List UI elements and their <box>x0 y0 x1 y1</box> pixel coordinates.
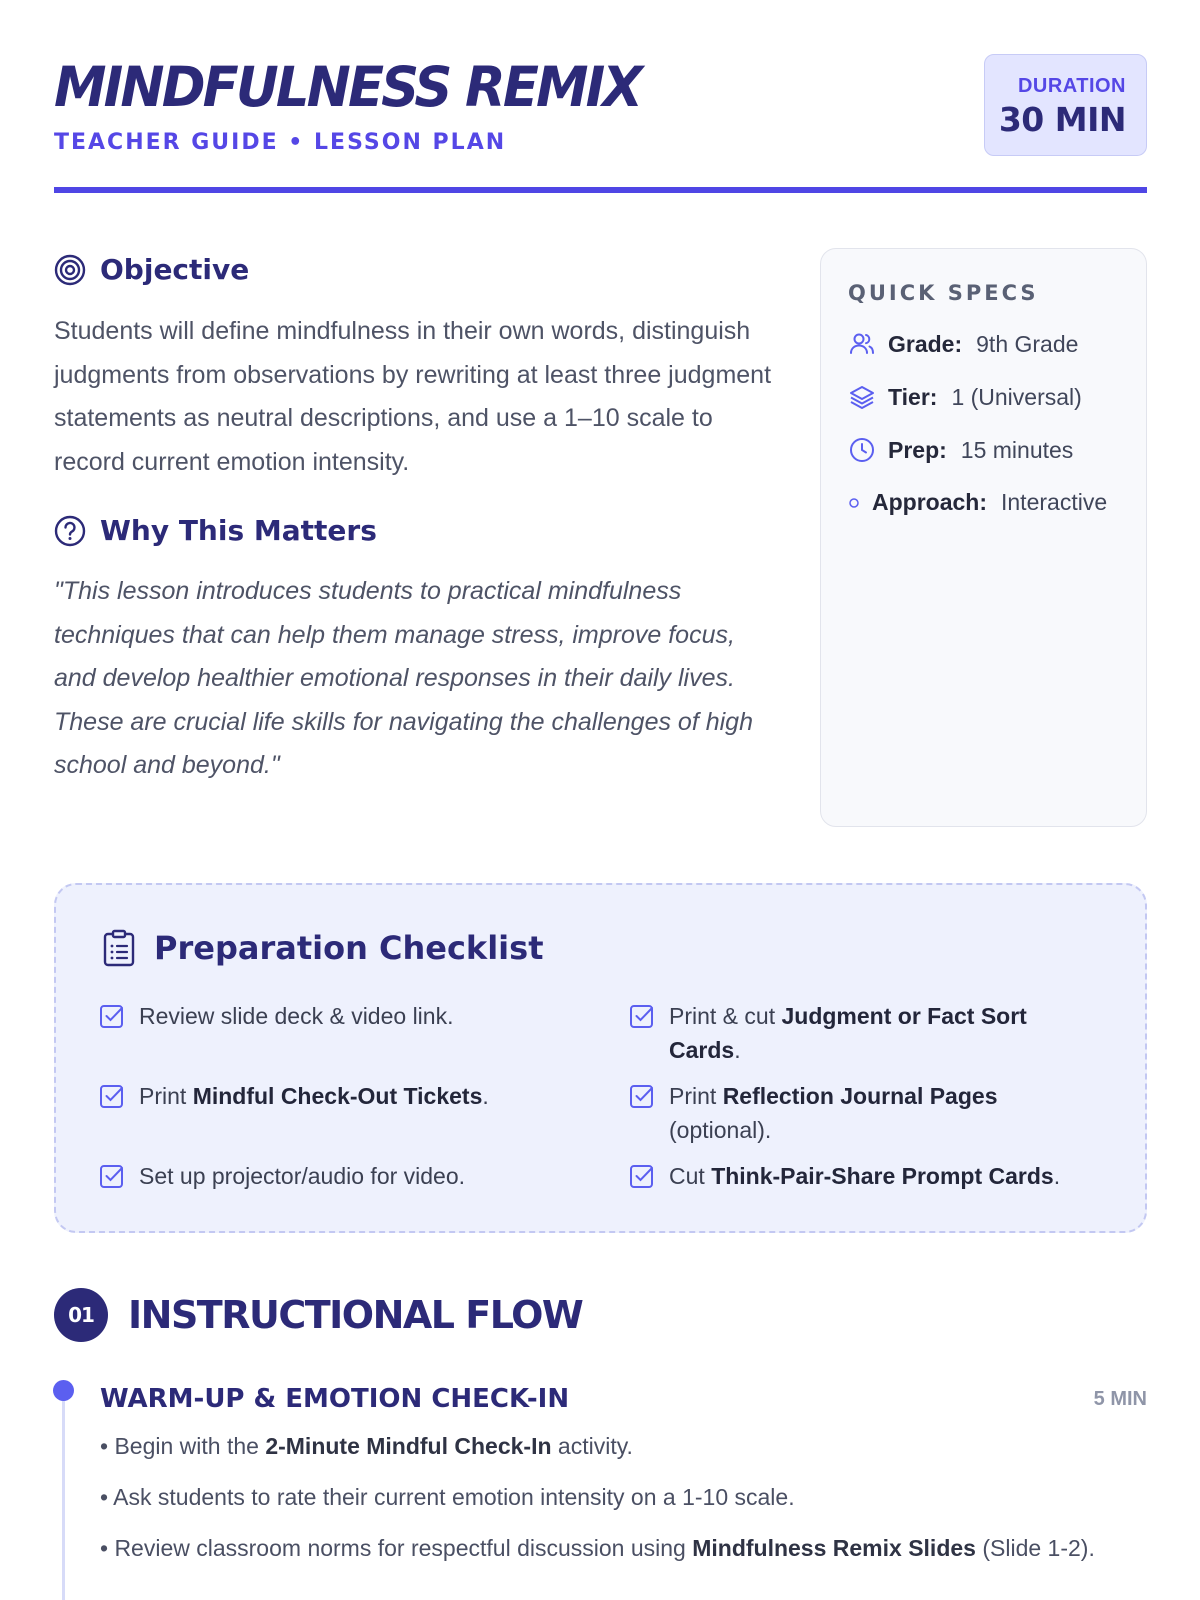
duration-label: DURATION <box>1017 75 1126 97</box>
step-title: WARM-UP & EMOTION CHECK-IN <box>100 1384 570 1414</box>
step-bullet: • Ask students to rate their current emotion intensity on a 1-10 scale. <box>100 1484 795 1510</box>
objective-text: Students will define mindfulness in their own words, distinguish judgments from observations by rewriting at least three judgment statements as neutral descriptions, and use a 1–10 scale to record current emotion intensity. <box>54 317 772 476</box>
instructional-flow-title: INSTRUCTIONAL FLOW <box>128 1293 583 1337</box>
header-divider <box>54 187 1147 193</box>
objective-title: Objective <box>100 253 250 286</box>
checkbox-checked-icon <box>629 1003 655 1029</box>
spec-grade-value: 9th Grade <box>976 330 1079 357</box>
checklist-item[interactable]: Review slide deck & video link. <box>99 999 579 1033</box>
preparation-checklist <box>54 883 1147 1233</box>
duration-badge <box>984 54 1147 156</box>
checkbox-checked-icon <box>629 1163 655 1189</box>
question-circle-icon <box>54 515 86 547</box>
spec-grade-key: Grade: <box>888 330 963 357</box>
quick-specs-panel <box>820 248 1147 827</box>
users-icon <box>848 330 876 358</box>
checklist-item[interactable]: Set up projector/audio for video. <box>99 1159 579 1193</box>
checkbox-checked-icon <box>99 1163 125 1189</box>
step-bullet: • Begin with the 2-Minute Mindful Check-In activity. <box>100 1433 633 1459</box>
spec-prep-value: 15 minutes <box>960 436 1074 463</box>
checklist-title: Preparation Checklist <box>154 929 544 967</box>
spec-approach-key: Approach: <box>872 489 987 515</box>
spec-grade <box>848 330 1078 358</box>
dot-icon <box>848 497 860 509</box>
checkbox-checked-icon <box>629 1083 655 1109</box>
checkbox-checked-icon <box>99 1003 125 1029</box>
step-duration: 5 MIN <box>1093 1388 1147 1410</box>
page-header <box>54 52 1147 192</box>
clock-icon <box>848 436 876 464</box>
section-number-badge: 01 <box>54 1288 108 1342</box>
checklist-item[interactable]: Print Mindful Check-Out Tickets. <box>99 1079 579 1113</box>
why-title: Why This Matters <box>100 514 377 547</box>
spec-approach <box>848 489 1107 516</box>
checklist-item[interactable]: Print & cut Judgment or Fact Sort Cards. <box>629 999 1099 1067</box>
checklist-item[interactable]: Cut Think-Pair-Share Prompt Cards. <box>629 1159 1119 1193</box>
spec-approach-value: Interactive <box>1001 489 1108 515</box>
target-icon <box>54 254 86 286</box>
spec-prep-key: Prep: <box>888 436 947 463</box>
spec-tier <box>848 383 1082 411</box>
step-bullet: • Review classroom norms for respectful discussion using Mindfulness Remix Slides (Slide 1-2). <box>100 1535 1095 1561</box>
clipboard-icon <box>102 929 136 967</box>
timeline-dot <box>53 1380 74 1401</box>
checklist-heading <box>102 929 543 967</box>
instructional-flow-heading <box>54 1288 582 1342</box>
spec-tier-value: 1 (Universal) <box>951 383 1082 410</box>
duration-value: 30 MIN <box>998 100 1126 139</box>
quick-specs-title: QUICK SPECS <box>848 281 1039 305</box>
checklist-item[interactable]: Print Reflection Journal Pages (optional). <box>629 1079 1099 1147</box>
checkbox-checked-icon <box>99 1083 125 1109</box>
why-text: "This lesson introduces students to practical mindfulness techniques that can help them manage stress, improve focus, and develop healthier emotional responses in their daily lives. These are crucial life skills for navigating the challenges of high school and beyond." <box>54 577 753 779</box>
spec-tier-key: Tier: <box>888 383 938 410</box>
why-heading <box>54 514 377 547</box>
timeline-line <box>62 1390 65 1600</box>
objective-heading <box>54 253 249 286</box>
spec-prep <box>848 436 1073 464</box>
layers-icon <box>848 383 876 411</box>
page-title: MINDFULNESS REMIX <box>54 55 641 119</box>
page-subtitle: TEACHER GUIDE • LESSON PLAN <box>54 130 507 155</box>
